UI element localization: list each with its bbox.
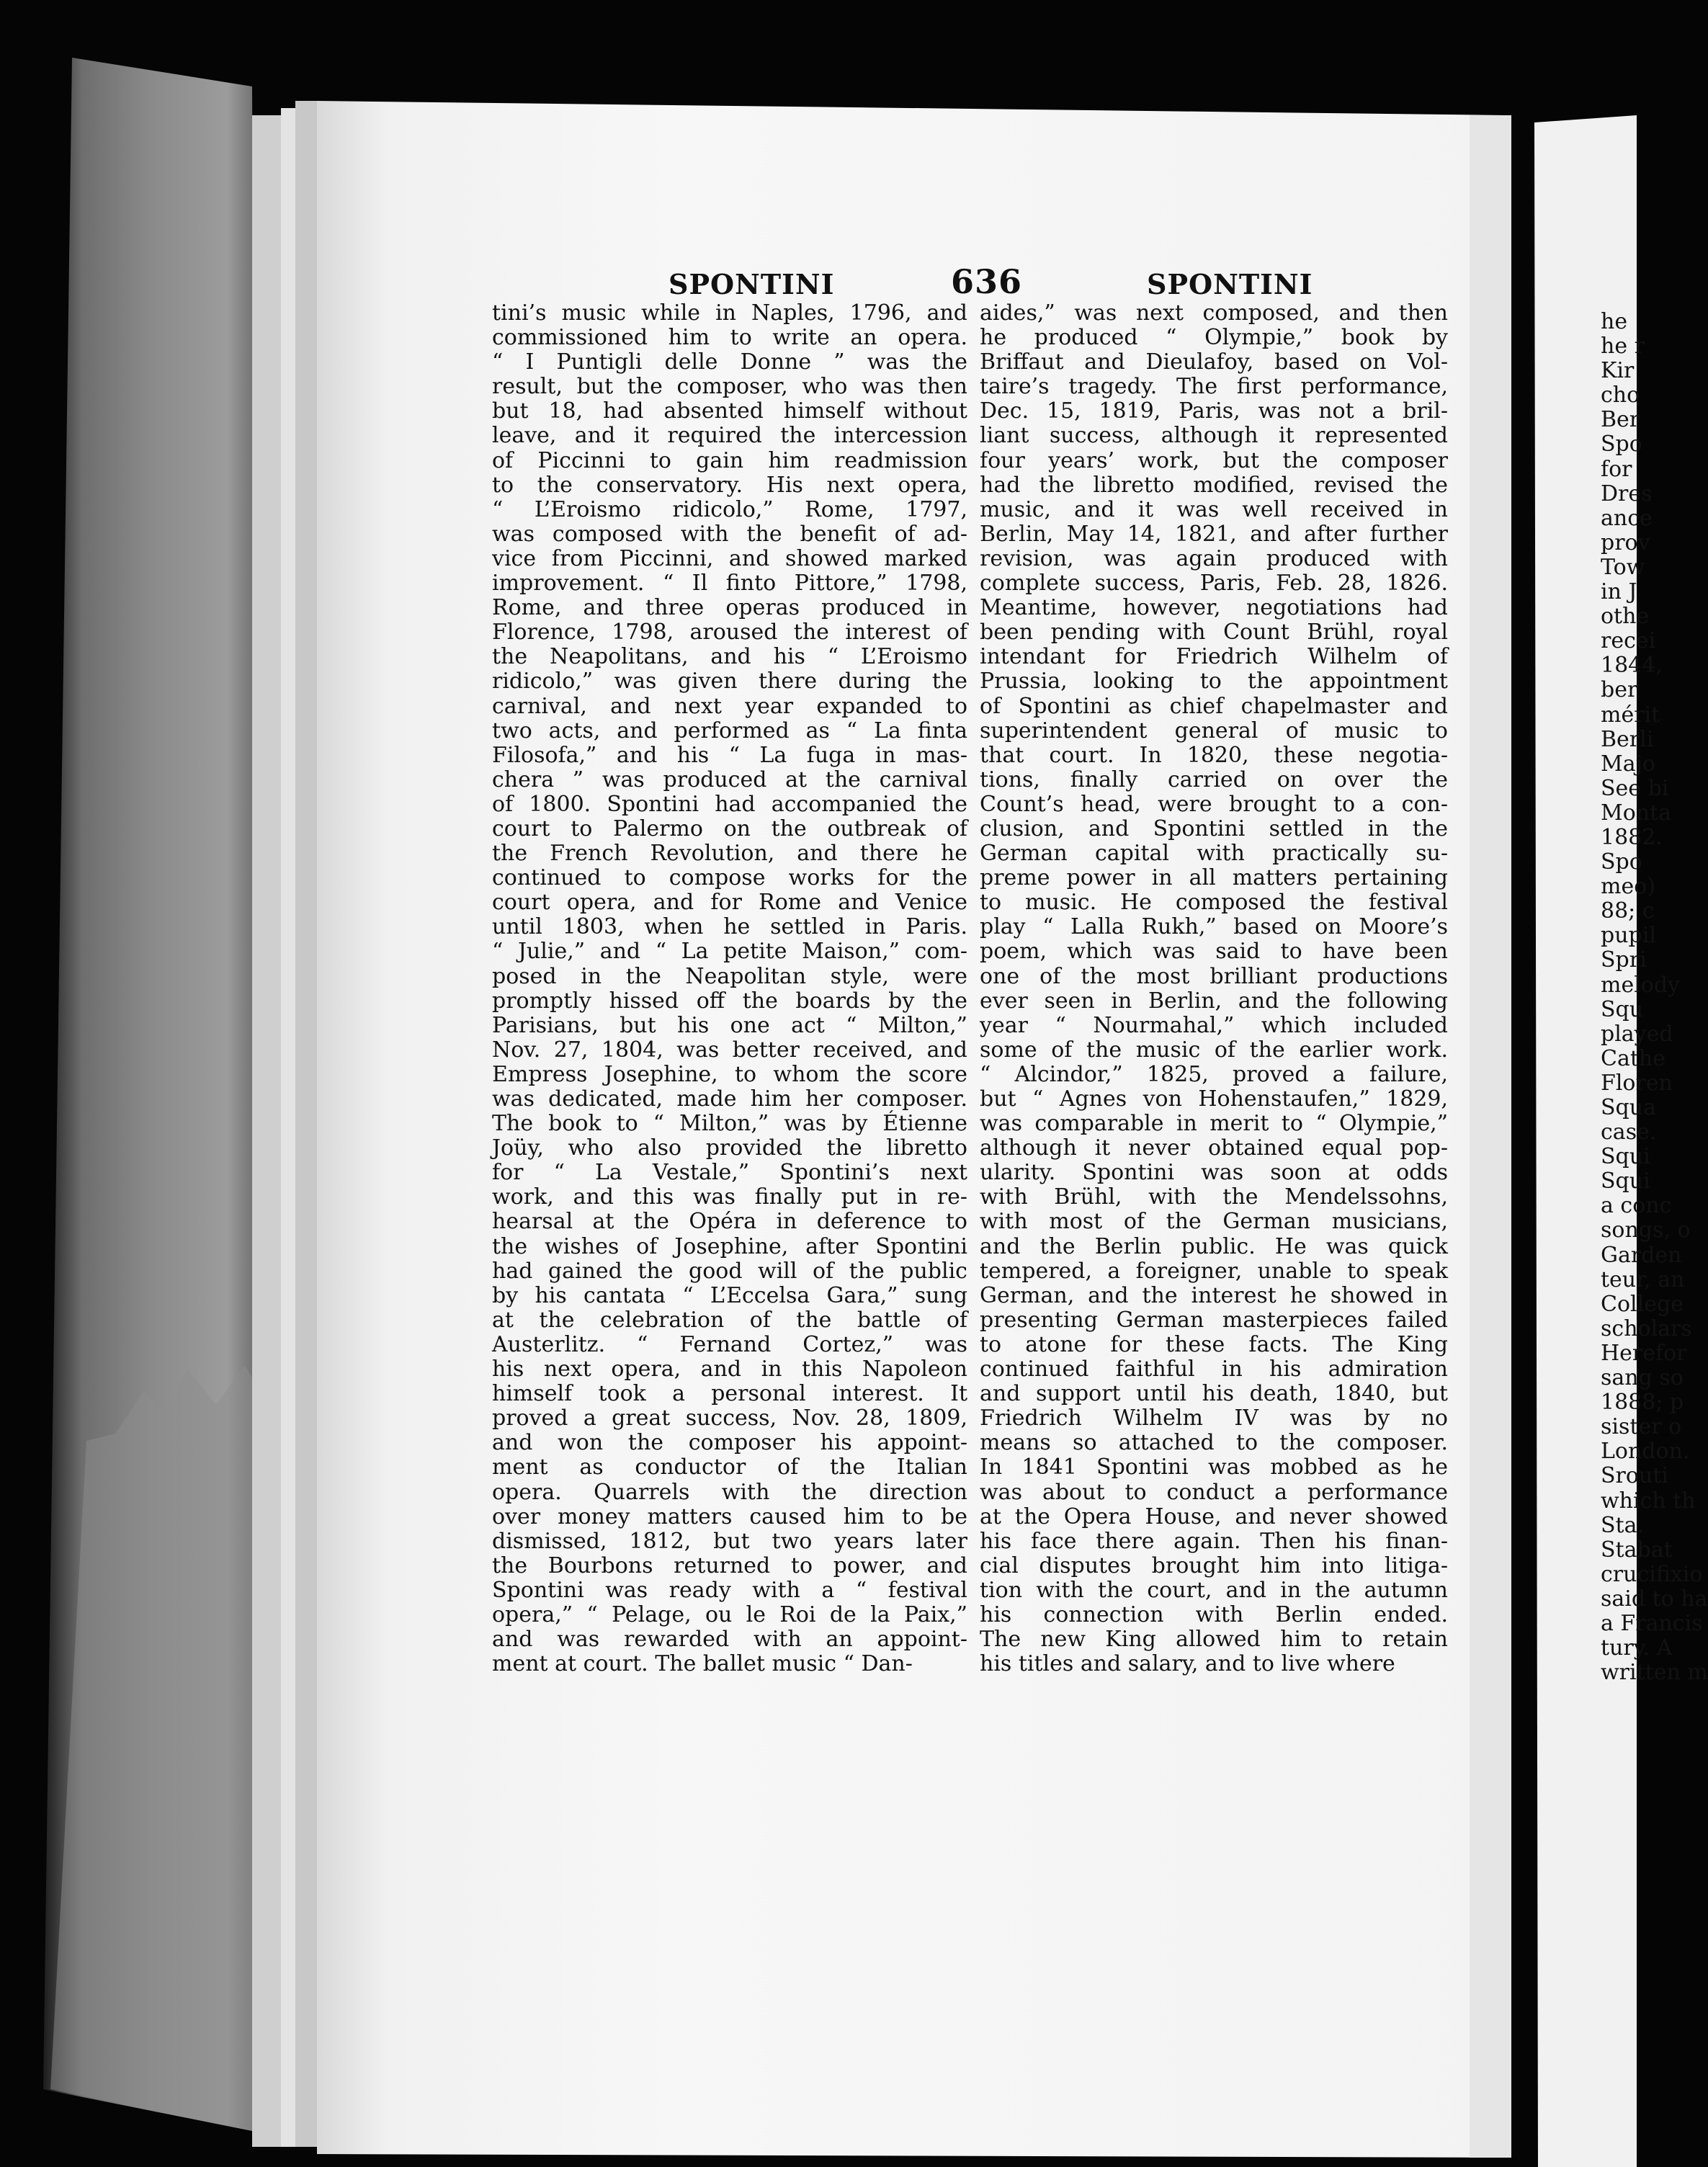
text-line: promptly hissed off the boards by the [492,988,967,1014]
text-line: means so attached to the composer. [980,1430,1448,1456]
text-line: presenting German masterpieces failed [980,1307,1448,1333]
fragment-line: Kir [1601,358,1635,384]
text-line: for “ La Vestale,” Spontini’s next [492,1160,967,1186]
text-line: opera. Quarrels with the direction [492,1479,967,1505]
fragment-line: prov [1601,530,1650,555]
text-line: of Spontini as chief chapelmaster and [980,693,1448,719]
text-line: “ I Puntigli delle Donne ” was the [492,349,967,375]
fragment-line: London. [1601,1439,1690,1465]
text-line: at the celebration of the battle of [492,1307,967,1333]
text-line: was about to conduct a performance [980,1479,1448,1505]
fragment-line: melody [1601,972,1681,998]
text-line: music, and it was well received in [980,496,1448,522]
text-line: the Bourbons returned to power, and [492,1552,967,1578]
fragment-line: 1882. [1601,824,1663,850]
fragment-line: a conc [1601,1193,1672,1219]
text-line: he produced “ Olympie,” book by [980,325,1448,351]
fragment-line: a Francis [1601,1610,1703,1636]
text-line: play “ Lalla Rukh,” based on Moore’s [980,914,1448,940]
fragment-line: in J [1601,579,1637,605]
text-line: ularity. Spontini was soon at odds [980,1160,1448,1186]
text-line: posed in the Neapolitan style, were [492,963,967,989]
text-line: one of the most brilliant productions [980,963,1448,989]
text-line: with most of the German musicians, [980,1209,1448,1235]
fragment-line: Squi [1601,1144,1650,1170]
fragment-line: Dres [1601,481,1653,506]
fragment-line: played [1601,1021,1673,1047]
text-line: dismissed, 1812, but two years later [492,1528,967,1554]
text-line: of Piccinni to gain him readmission [492,447,967,473]
text-line: was dedicated, made him her composer. [492,1086,967,1112]
text-line: Meantime, however, negotiations had [980,595,1448,621]
text-line: German, and the interest he showed in [980,1282,1448,1308]
text-line: court opera, and for Rome and Venice [492,890,967,916]
fragment-line: Squ [1601,996,1644,1022]
text-line: intendant for Friedrich Wilhelm of [980,644,1448,670]
text-line: but “ Agnes von Hohenstaufen,” 1829, [980,1086,1448,1112]
text-line: Berlin, May 14, 1821, and after further [980,521,1448,547]
fragment-line: songs, o [1601,1217,1691,1243]
text-line: and the Berlin public. He was quick [980,1233,1448,1259]
text-line: and was rewarded with an appoint- [492,1627,967,1653]
fragment-line: recei [1601,628,1656,654]
text-line: “ Alcindor,” 1825, proved a failure, [980,1061,1448,1087]
text-line: complete success, Paris, Feb. 28, 1826. [980,571,1448,597]
text-line: of 1800. Spontini had accompanied the [492,791,967,817]
fragment-line: said to ha [1601,1586,1708,1612]
running-head-right: SPONTINI [1147,268,1313,300]
text-line: “ L’Eroismo ridicolo,” Rome, 1797, [492,496,967,522]
text-line: at the Opera House, and never showed [980,1504,1448,1529]
text-line: continued faithful in his admiration [980,1357,1448,1382]
text-line: the wishes of Josephine, after Spontini [492,1233,967,1259]
fragment-line: Ber [1601,407,1640,433]
text-line: his connection with Berlin ended. [980,1601,1448,1627]
text-line: ever seen in Berlin, and the following [980,988,1448,1014]
fragment-line: sang so [1601,1365,1684,1391]
text-line: German capital with practically su- [980,841,1448,867]
fragment-line: othe [1601,604,1650,630]
text-line: chera ” was produced at the carnival [492,767,967,792]
text-column-right [980,301,1448,1676]
text-line: two acts, and performed as “ La finta [492,718,967,743]
text-line: Spontini was ready with a “ festival [492,1577,967,1603]
text-line: although it never obtained equal pop- [980,1135,1448,1161]
fragment-line: Squa [1601,1095,1656,1120]
text-line: commissioned him to write an opera. [492,325,967,351]
text-line: ment as conductor of the Italian [492,1455,967,1480]
text-line: Friedrich Wilhelm IV was by no [980,1406,1448,1431]
text-line: was composed with the benefit of ad- [492,521,967,547]
fragment-line: Monta [1601,800,1672,826]
text-line: Prussia, looking to the appointment [980,669,1448,694]
fragment-line: sister o [1601,1414,1682,1440]
fragment-line: pupil [1601,923,1656,949]
text-line: In 1841 Spontini was mobbed as he [980,1455,1448,1480]
text-line: over money matters caused him to be [492,1504,967,1529]
text-line: Austerlitz. “ Fernand Cortez,” was [492,1331,967,1357]
text-line: had the libretto modified, revised the [980,472,1448,498]
text-line: The book to “ Milton,” was by Étienne [492,1111,967,1137]
text-line: Empress Josephine, to whom the score [492,1061,967,1087]
text-line: his next opera, and in this Napoleon [492,1357,967,1382]
text-line: himself took a personal interest. It [492,1381,967,1407]
text-line: superintendent general of music to [980,718,1448,743]
text-line: revision, was again produced with [980,545,1448,571]
fragment-line: he r [1601,334,1645,359]
text-line: The new King allowed him to retain [980,1627,1448,1653]
text-column-left [492,301,967,1676]
fragment-line: scholars [1601,1315,1692,1341]
text-line: tempered, a foreigner, unable to speak [980,1258,1448,1284]
text-line: cial disputes brought him into litiga- [980,1552,1448,1578]
fragment-line: written m [1601,1660,1708,1686]
text-line: four years’ work, but the composer [980,447,1448,473]
fragment-line: Cathe [1601,1045,1665,1071]
fragment-line: Berli [1601,726,1654,752]
text-line: ridicolo,” was given there during the [492,669,967,694]
text-line: by his cantata “ L’Eccelsa Gara,” sung [492,1282,967,1308]
fragment-line: Spo [1601,432,1642,457]
text-line: to atone for these facts. The King [980,1331,1448,1357]
fragment-line: cho [1601,383,1640,408]
fragment-line: ber [1601,677,1638,703]
text-line: was comparable in merit to “ Olympie,” [980,1111,1448,1137]
text-line: and support until his death, 1840, but [980,1381,1448,1407]
page-number: 636 [951,262,1023,301]
fragment-line: 1844, [1601,653,1663,679]
text-line: “ Julie,” and “ La petite Maison,” com- [492,939,967,965]
text-line: Filosofa,” and his “ La fuga in mas- [492,742,967,768]
fragment-line: for [1601,456,1632,482]
text-line: the Neapolitans, and his “ L’Eroismo [492,644,967,670]
text-line: to music. He composed the festival [980,890,1448,916]
fragment-line: case. [1601,1120,1657,1145]
text-line: work, and this was finally put in re- [492,1184,967,1210]
text-line: liant success, although it represented [980,423,1448,449]
fragment-line: See bi [1601,775,1669,801]
text-line: preme power in all matters pertaining [980,865,1448,891]
text-line: hearsal at the Opéra in deference to [492,1209,967,1235]
fragment-line: meo) [1601,874,1655,900]
text-line: poem, which was said to have been [980,939,1448,965]
text-line: result, but the composer, who was then [492,374,967,400]
text-line: the French Revolution, and there he [492,841,967,867]
fragment-line: teur, an [1601,1266,1685,1292]
fragment-line: Srouti [1601,1463,1668,1489]
text-line: Nov. 27, 1804, was better received, and [492,1037,967,1063]
fragment-line: he [1601,309,1628,334]
text-line: carnival, and next year expanded to [492,693,967,719]
text-line: some of the music of the earlier work. [980,1037,1448,1063]
fragment-line: Squi [1601,1169,1650,1194]
fragment-line: Spo [1601,849,1642,875]
text-line: to the conservatory. His next opera, [492,472,967,498]
text-line: Rome, and three operas produced in [492,595,967,621]
fragment-line: Spri [1601,947,1647,973]
text-line: ment at court. The ballet music “ Dan- [492,1651,913,1677]
text-line: year “ Nourmahal,” which included [980,1012,1448,1038]
fragment-line: Tow [1601,554,1645,580]
text-line: clusion, and Spontini settled in the [980,816,1448,841]
text-line: but 18, had absented himself without [492,398,967,424]
fragment-line: Herefor [1601,1340,1687,1366]
fragment-line: College [1601,1291,1684,1317]
text-line: had gained the good will of the public [492,1258,967,1284]
text-line: Count’s head, were brought to a con- [980,791,1448,817]
fragment-line: mérit [1601,702,1660,728]
text-line: opera,” “ Pelage, ou le Roi de la Paix,” [492,1601,967,1627]
text-line: Briffaut and Dieulafoy, based on Vol- [980,349,1448,375]
facing-page-text-fragment [1601,309,1708,1686]
fragment-line: ance [1601,505,1653,531]
text-line: and won the composer his appoint- [492,1430,967,1456]
fragment-line: Garden [1601,1242,1682,1268]
text-line: that court. In 1820, these negotia- [980,742,1448,768]
text-line: Parisians, but his one act “ Milton,” [492,1012,967,1038]
text-line: Joüy, who also provided the libretto [492,1135,967,1161]
fragment-line: Stabat [1601,1537,1673,1563]
text-line: his face there again. Then his finan- [980,1528,1448,1554]
text-line: tion with the court, and in the autumn [980,1577,1448,1603]
text-line: aides,” was next composed, and then [980,300,1448,326]
fragment-line: 1888; p [1601,1390,1684,1416]
text-line: continued to compose works for the [492,865,967,891]
text-line: tions, finally carried on over the [980,767,1448,792]
text-line: his titles and salary, and to live where [980,1651,1395,1677]
text-line: court to Palermo on the outbreak of [492,816,967,841]
text-line: Florence, 1798, aroused the interest of [492,620,967,645]
text-line: vice from Piccinni, and showed marked [492,545,967,571]
text-line: improvement. “ Il finto Pittore,” 1798, [492,571,967,597]
fragment-line: Floren [1601,1070,1673,1096]
text-line: with Brühl, with the Mendelssohns, [980,1184,1448,1210]
fragment-line: which th [1601,1488,1696,1514]
text-line: been pending with Count Brühl, royal [980,620,1448,645]
text-line: Dec. 15, 1819, Paris, was not a bril- [980,398,1448,424]
text-line: until 1803, when he settled in Paris. [492,914,967,940]
text-line: tini’s music while in Naples, 1796, and [492,300,967,326]
text-line: taire’s tragedy. The first performance, [980,374,1448,400]
fragment-line: crucifixio [1601,1561,1703,1587]
fragment-line: Majo [1601,751,1655,777]
text-line: leave, and it required the intercession [492,423,967,449]
running-head-left: SPONTINI [669,268,835,300]
text-line: proved a great success, Nov. 28, 1809, [492,1406,967,1431]
fragment-line: tury. A [1601,1635,1673,1661]
fragment-line: 88; c [1601,898,1655,924]
fragment-line: Sta. [1601,1512,1645,1538]
